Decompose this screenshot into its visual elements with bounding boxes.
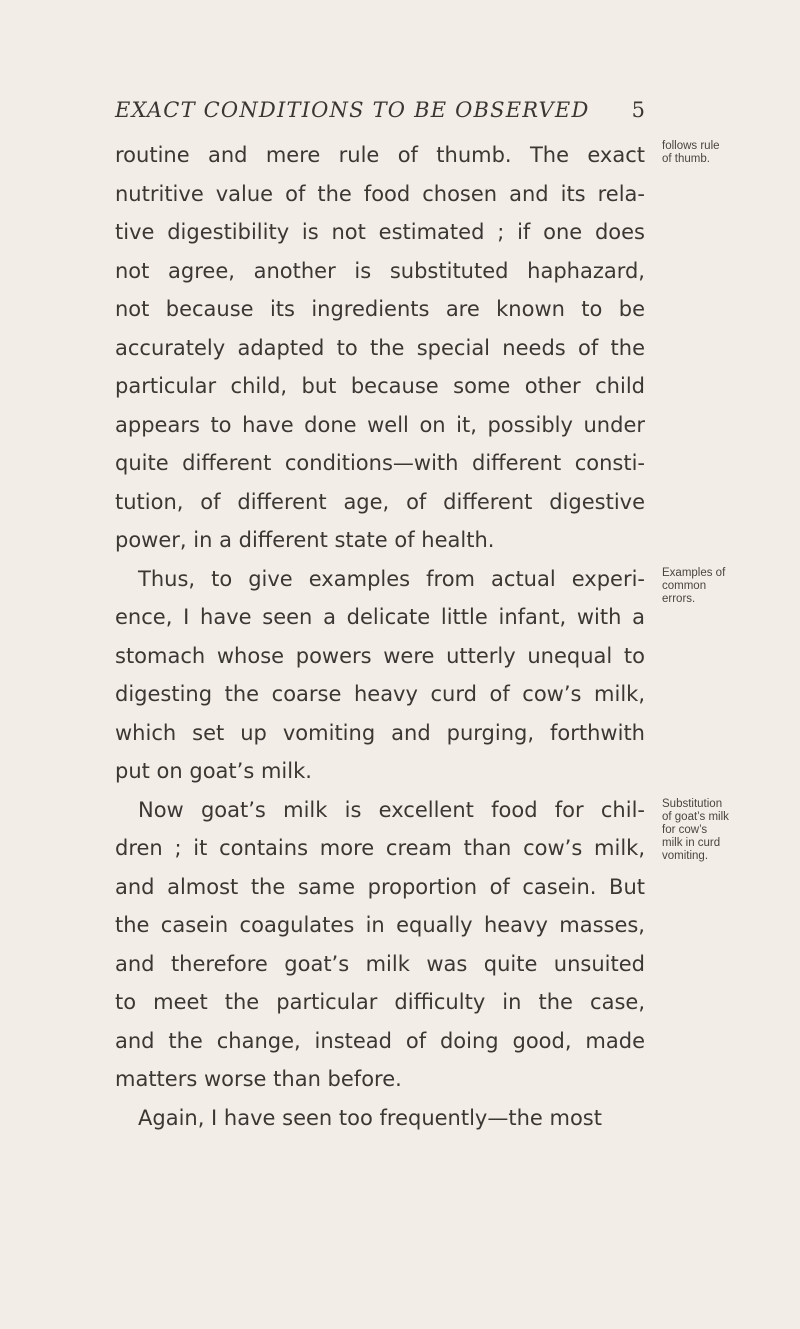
- text-line: not because its ingredients are known to be: [115, 297, 645, 321]
- margin-note-substitution: [662, 798, 762, 863]
- margin-note-rule-of-thumb: [662, 140, 762, 166]
- text-line: tution, of different age, of different digestive: [115, 489, 645, 514]
- text-line: appears to have done well on it, possibly under: [115, 412, 645, 437]
- margin-note-line: Substitution: [662, 798, 723, 810]
- text-line: which set up vomiting and purging, forthwith: [115, 720, 645, 745]
- margin-note-line: milk in curd: [662, 837, 721, 849]
- text-line: ence, I have seen a delicate little infant, with a: [115, 605, 645, 629]
- page-header: [115, 98, 645, 122]
- margin-note-line: common: [662, 580, 707, 592]
- text-line: power, in a different state of health.: [115, 528, 495, 552]
- text-line: matters worse than before.: [115, 1067, 402, 1091]
- text-line: the casein coagulates in equally heavy masses,: [115, 913, 645, 937]
- text-line: dren ; it contains more cream than cow’s milk,: [115, 836, 645, 860]
- text-line: and the change, instead of doing good, made: [115, 1028, 645, 1053]
- margin-note-line: errors.: [662, 593, 696, 605]
- body-text: [115, 136, 645, 1137]
- text-line: quite different conditions—with different consti-: [115, 451, 645, 475]
- text-line: to meet the particular difficulty in the case,: [115, 990, 645, 1014]
- margin-note-line: Examples of: [662, 567, 726, 579]
- text-line: nutritive value of the food chosen and its rela-: [115, 181, 645, 206]
- text-line: routine and mere rule of thumb. The exact: [115, 143, 645, 167]
- text-line: not agree, another is substituted haphazard,: [115, 258, 645, 283]
- text-line: and almost the same proportion of casein. But: [115, 874, 645, 899]
- margin-note-line: of goat’s milk: [662, 811, 729, 823]
- running-title: EXACT CONDITIONS TO BE OBSERVED: [115, 98, 590, 122]
- text-line: and therefore goat’s milk was quite unsuited: [115, 951, 645, 976]
- text-line: accurately adapted to the special needs of the: [115, 335, 645, 360]
- text-line: Thus, to give examples from actual experi-: [138, 566, 645, 591]
- margin-note-common-errors: [662, 567, 762, 606]
- text-line: tive digestibility is not estimated ; if one does: [115, 220, 645, 244]
- margin-note-line: follows rule: [662, 140, 720, 152]
- text-line: particular child, but because some other child: [115, 374, 645, 398]
- text-line: stomach whose powers were utterly unequal to: [115, 643, 645, 668]
- page-number: 5: [631, 98, 645, 122]
- text-line: Again, I have seen too frequently—the most: [138, 1105, 602, 1130]
- margin-note-line: of thumb.: [662, 153, 710, 165]
- text-line: Now goat’s milk is excellent food for chil-: [138, 797, 645, 822]
- margin-note-line: for cow’s: [662, 824, 708, 836]
- margin-note-line: vomiting.: [662, 850, 709, 862]
- text-line: put on goat’s milk.: [115, 759, 312, 783]
- text-line: digesting the coarse heavy curd of cow’s milk,: [115, 682, 645, 706]
